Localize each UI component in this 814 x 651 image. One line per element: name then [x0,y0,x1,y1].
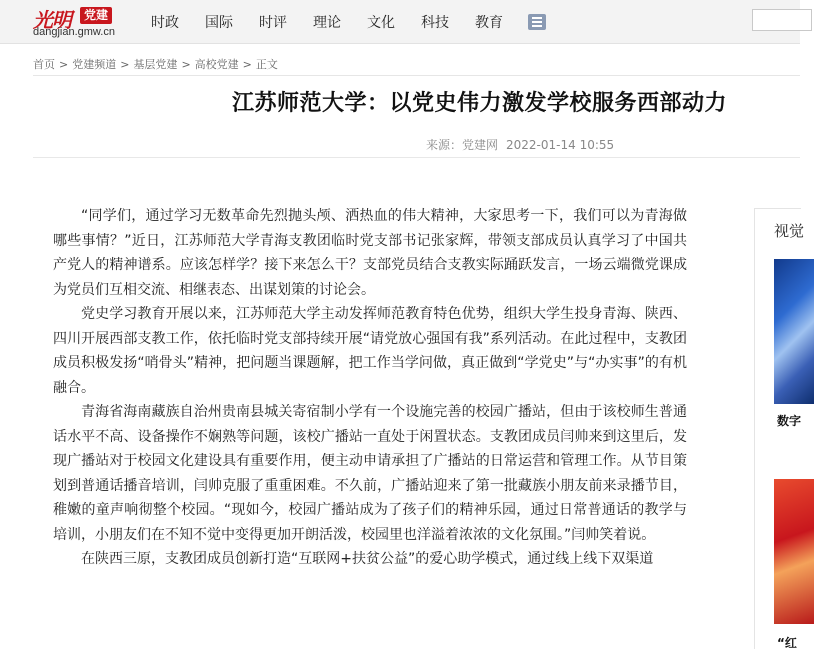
article-paragraph: “同学们，通过学习无数革命先烈抛头颅、洒热血的伟大精神，大家思考一下，我们可以为青海做哪些事情？”近日，江苏师范大学青海支教团临时党支部书记张家辉，带领支部成员认真学习了中国共产党人的精神谱系。应该怎样学？接下来怎么干？支部党员结合支教实际踊跃发言，一场云端微党课成为党员们互相交流、相继表态、出谋划策的讨论会。 [53,208,687,298]
divider [33,75,800,76]
menu-list-icon[interactable] [528,14,546,30]
sidebar-caption[interactable]: 数字 [777,414,802,428]
sidebar-visual [754,208,805,650]
nav-item-education[interactable]: 教育 [475,14,503,31]
breadcrumb-current: 正文 [255,58,278,71]
nav-item-commentary[interactable]: 时评 [259,14,287,31]
main-nav [138,0,546,43]
breadcrumb-separator: > [181,58,191,71]
search-input[interactable] [752,9,812,31]
breadcrumb-separator: > [120,58,130,71]
nav-item-theory[interactable]: 理论 [313,14,341,31]
breadcrumb-grassroots[interactable]: 基层党建 [133,58,178,71]
breadcrumb-party-channel[interactable]: 党建频道 [72,58,117,71]
breadcrumb-home[interactable]: 首页 [33,58,55,71]
breadcrumb [33,56,278,72]
breadcrumb-separator: > [242,58,252,71]
nav-item-technology[interactable]: 科技 [421,14,449,31]
nav-item-culture[interactable]: 文化 [367,14,395,31]
top-navigation-bar [0,0,800,44]
breadcrumb-universities[interactable]: 高校党建 [194,58,239,71]
breadcrumb-separator: > [59,58,69,71]
sidebar-thumbnail[interactable] [774,479,814,624]
article-source: 来源：党建网 [426,138,499,152]
logo-mark: 光明 [33,8,71,32]
article-paragraph: 党史学习教育开展以来，江苏师范大学主动发挥师范教育特色优势，组织大学生投身青海、陕西、四川开展西部支教工作，依托临时党支部持续开展“请党放心强国有我”系列活动。在此过程中，支教团成员积极发扬“哨骨头”精神，把问题当课题解，把工作当学问做，真正做到“学党史”与“办实事”的有机融合。 [53,306,687,396]
article-title: 江苏师范大学：以党史伟力激发学校服务西部动力 [232,91,728,116]
site-logo[interactable] [33,4,123,40]
article-date: 2022-01-14 10:55 [506,138,615,152]
article-paragraph: 青海省海南藏族自治州贵南县城关寄宿制小学有一个设施完善的校园广播站，但由于该校师生普通话水平不高、设备操作不娴熟等问题，该校广播站一直处于闲置状态。支教团成员闫帅来到这里后，发现广播站对于校园文化建设具有重要作用，便主动申请承担了广播站的日常运营和管理工作。从节目策划到普通话播音培训，闫帅克服了重重困难。不久前，广播站迎来了第一批藏族小朋友前来录播节目，稚嫩的童声响彻整个校园。“现如今，校园广播站成为了孩子们的精神乐园，通过日常普通话的教学与培训，小朋友们在不知不觉中变得更加开朗活泼，校园里也洋溢着浓浓的文化氛围。”闫帅笑着说。 [53,404,687,543]
article-body [53,204,687,572]
logo-badge: 党建 [80,7,112,24]
nav-item-international[interactable]: 国际 [205,14,233,31]
sidebar-title: 视觉 [774,222,805,240]
logo-domain: dangjian.gmw.cn [33,26,115,38]
article-paragraph: 在陕西三原，支教团成员创新打造“互联网+扶贫公益”的爱心助学模式，通过线上线下双渠道 [81,551,654,567]
nav-item-politics[interactable]: 时政 [151,14,179,31]
sidebar-caption[interactable]: “红 [777,636,797,650]
article-meta [426,136,614,153]
divider [33,157,800,158]
sidebar-thumbnail[interactable] [774,259,814,404]
